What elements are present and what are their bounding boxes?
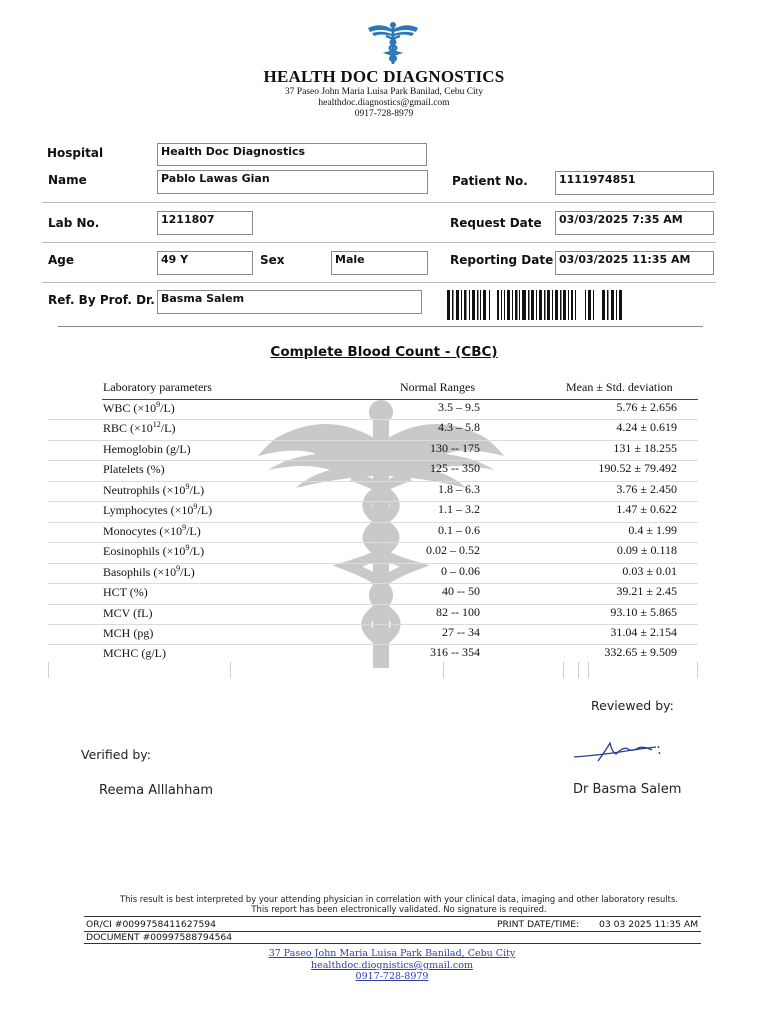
footer-note: This result is best interpreted by your attending physician in correlation with your clinical data, imaging and other laboratory results. bbox=[120, 894, 678, 904]
divider bbox=[443, 662, 444, 678]
row-separator bbox=[48, 583, 698, 584]
table-row-parameter: Monocytes $(\times 10^9/L)$ bbox=[103, 522, 201, 538]
footer-validation-note: This report has been electronically validated. No signature is required. bbox=[251, 904, 547, 914]
table-title: Complete Blood Count - (CBC) bbox=[270, 344, 498, 360]
table-row-value: 39.21 ± 2.45 bbox=[616, 584, 677, 599]
table-row-value: 332.65 ± 9.509 bbox=[604, 645, 677, 660]
divider bbox=[42, 202, 716, 203]
table-row-value: 0.09 ± 0.118 bbox=[616, 543, 677, 558]
header-address: 37 Paseo John Maria Luisa Park Banilad, Cebu City bbox=[284, 87, 484, 97]
col-header-value: Mean ± Std. deviation bbox=[566, 380, 673, 394]
row-separator bbox=[48, 501, 698, 502]
row-separator bbox=[48, 604, 698, 605]
table-row-parameter: Platelets (%) bbox=[103, 462, 165, 477]
table-row-value: 4.24 ± 0.619 bbox=[616, 420, 677, 435]
patient-no-field: 1111974851 bbox=[555, 171, 714, 195]
request-date-label: Request Date bbox=[450, 216, 542, 230]
reporting-date-field: 03/03/2025 11:35 AM bbox=[555, 251, 714, 275]
verifier-name: Reema Alllahham bbox=[99, 783, 214, 798]
row-separator bbox=[48, 522, 698, 523]
divider bbox=[42, 282, 716, 283]
request-date-field: 03/03/2025 7:35 AM bbox=[555, 211, 714, 235]
footer-address-link[interactable]: 37 Paseo John Maria Luisa Park Banilad, Cebu City bbox=[268, 948, 516, 959]
row-separator bbox=[48, 563, 698, 564]
table-row-value: 3.76 ± 2.450 bbox=[616, 481, 677, 496]
table-row-parameter: Neutrophils $(\times 10^9/L)$ bbox=[103, 481, 205, 497]
divider bbox=[230, 662, 231, 678]
name-field: Pablo Lawas Gian bbox=[157, 170, 428, 194]
table-row-value: 93.10 ± 5.865 bbox=[610, 604, 677, 619]
row-separator bbox=[48, 644, 698, 645]
ref-doctor-label: Ref. By Prof. Dr. bbox=[48, 293, 155, 307]
barcode bbox=[447, 290, 623, 320]
document-number: DOCUMENT #00997588794564 bbox=[86, 932, 233, 943]
table-row-range: 3.5 – 9.5 bbox=[438, 400, 480, 414]
header-phone: 0917-728-8979 bbox=[354, 109, 414, 119]
table-row-range: 0.1 – 0.6 bbox=[438, 522, 480, 537]
table-row-range: 0.02 – 0.52 bbox=[426, 543, 480, 558]
row-separator bbox=[48, 481, 698, 482]
lab-no-field: 1211807 bbox=[157, 211, 253, 235]
reporting-date-label: Reporting Date bbox=[450, 253, 554, 267]
table-row-parameter: Hemoglobin (g/L) bbox=[103, 441, 191, 456]
table-row-range: 1.1 – 3.2 bbox=[438, 502, 480, 517]
print-datetime-value: 03 03 2025 11:35 AM bbox=[599, 919, 699, 930]
table-row-value: 131 ± 18.255 bbox=[613, 440, 677, 455]
divider bbox=[563, 662, 564, 678]
table-row-parameter: HCT (%) bbox=[103, 585, 148, 600]
col-header-range: Normal Ranges bbox=[400, 380, 475, 394]
age-field: 49 Y bbox=[157, 251, 253, 275]
footer-rule bbox=[84, 943, 701, 944]
signature-scribble bbox=[572, 738, 664, 764]
table-row-range: 0 – 0.06 bbox=[441, 563, 480, 578]
table-row-parameter: MCV (fL) bbox=[103, 605, 153, 620]
table-row-parameter: MCH (pg) bbox=[103, 625, 154, 640]
caduceus-icon bbox=[366, 20, 420, 66]
ref-doctor-field: Basma Salem bbox=[157, 290, 422, 314]
col-header-parameter: Laboratory parameters bbox=[103, 380, 212, 394]
verified-by-label: Verified by: bbox=[81, 747, 151, 762]
divider bbox=[48, 662, 49, 678]
table-row-range: 4.3 – 5.8 bbox=[438, 420, 480, 435]
table-row-parameter: WBC $(\times 10^9/L)$ bbox=[103, 400, 175, 415]
table-row-parameter: Lymphocytes $(\times 10^9/L)$ bbox=[103, 502, 213, 518]
or-ci-number: OR/CI #0099758411627594 bbox=[86, 919, 216, 930]
print-datetime-label: PRINT DATE/TIME: bbox=[497, 919, 580, 930]
header-rule bbox=[102, 399, 698, 400]
hospital-label: Hospital bbox=[47, 146, 104, 160]
table-row-parameter: MCHC (g/L) bbox=[103, 646, 166, 661]
sex-label: Sex bbox=[260, 253, 285, 267]
row-separator bbox=[48, 624, 698, 625]
row-separator bbox=[48, 542, 698, 543]
table-row-value: 1.47 ± 0.622 bbox=[616, 502, 677, 517]
divider bbox=[697, 662, 698, 678]
table-row-value: 0.4 ± 1.99 bbox=[628, 522, 677, 537]
sex-field: Male bbox=[331, 251, 428, 275]
hospital-field: Health Doc Diagnostics bbox=[157, 143, 427, 166]
row-separator bbox=[48, 440, 698, 441]
age-label: Age bbox=[48, 253, 75, 267]
section-divider bbox=[58, 326, 703, 327]
table-row-value: 190.52 ± 79.492 bbox=[598, 461, 677, 476]
patient-no-label: Patient No. bbox=[452, 174, 528, 188]
reviewer-name: Dr Basma Salem bbox=[573, 782, 682, 797]
lab-name: HEALTH DOC DIAGNOSTICS bbox=[263, 67, 505, 86]
divider bbox=[588, 662, 589, 678]
table-row-parameter: RBC $(\times 10^{12}/L)$ bbox=[103, 420, 176, 436]
table-row-range: 130 -- 175 bbox=[430, 440, 480, 455]
table-row-range: 316 -- 354 bbox=[430, 645, 480, 660]
table-row-range: 82 -- 100 bbox=[436, 604, 480, 619]
reviewed-by-label: Reviewed by: bbox=[591, 698, 674, 713]
row-separator bbox=[48, 419, 698, 420]
row-separator bbox=[48, 460, 698, 461]
divider bbox=[578, 662, 579, 678]
name-label: Name bbox=[48, 173, 87, 187]
footer-phone-link[interactable]: 0917-728-8979 bbox=[355, 971, 429, 982]
lab-no-label: Lab No. bbox=[48, 216, 100, 230]
table-row-value: 5.76 ± 2.656 bbox=[616, 400, 677, 414]
table-row-parameter: Basophils $(\times 10^9/L)$ bbox=[103, 563, 195, 579]
footer-rule bbox=[84, 916, 701, 917]
table-row-value: 0.03 ± 0.01 bbox=[622, 563, 677, 578]
table-row-range: 40 -- 50 bbox=[442, 584, 480, 599]
table-row-range: 27 -- 34 bbox=[442, 624, 480, 639]
table-row-value: 31.04 ± 2.154 bbox=[610, 624, 677, 639]
table-row-range: 1.8 – 6.3 bbox=[438, 481, 480, 496]
footer-email-link[interactable]: healthdoc.diognistics@gmail.com bbox=[311, 960, 473, 971]
table-row-parameter: Eosinophils $(\times 10^9/L)$ bbox=[103, 543, 205, 559]
divider bbox=[42, 242, 716, 243]
header-email: healthdoc.diagnostics@gmail.com bbox=[318, 98, 450, 108]
table-row-range: 125 -- 350 bbox=[430, 461, 480, 476]
